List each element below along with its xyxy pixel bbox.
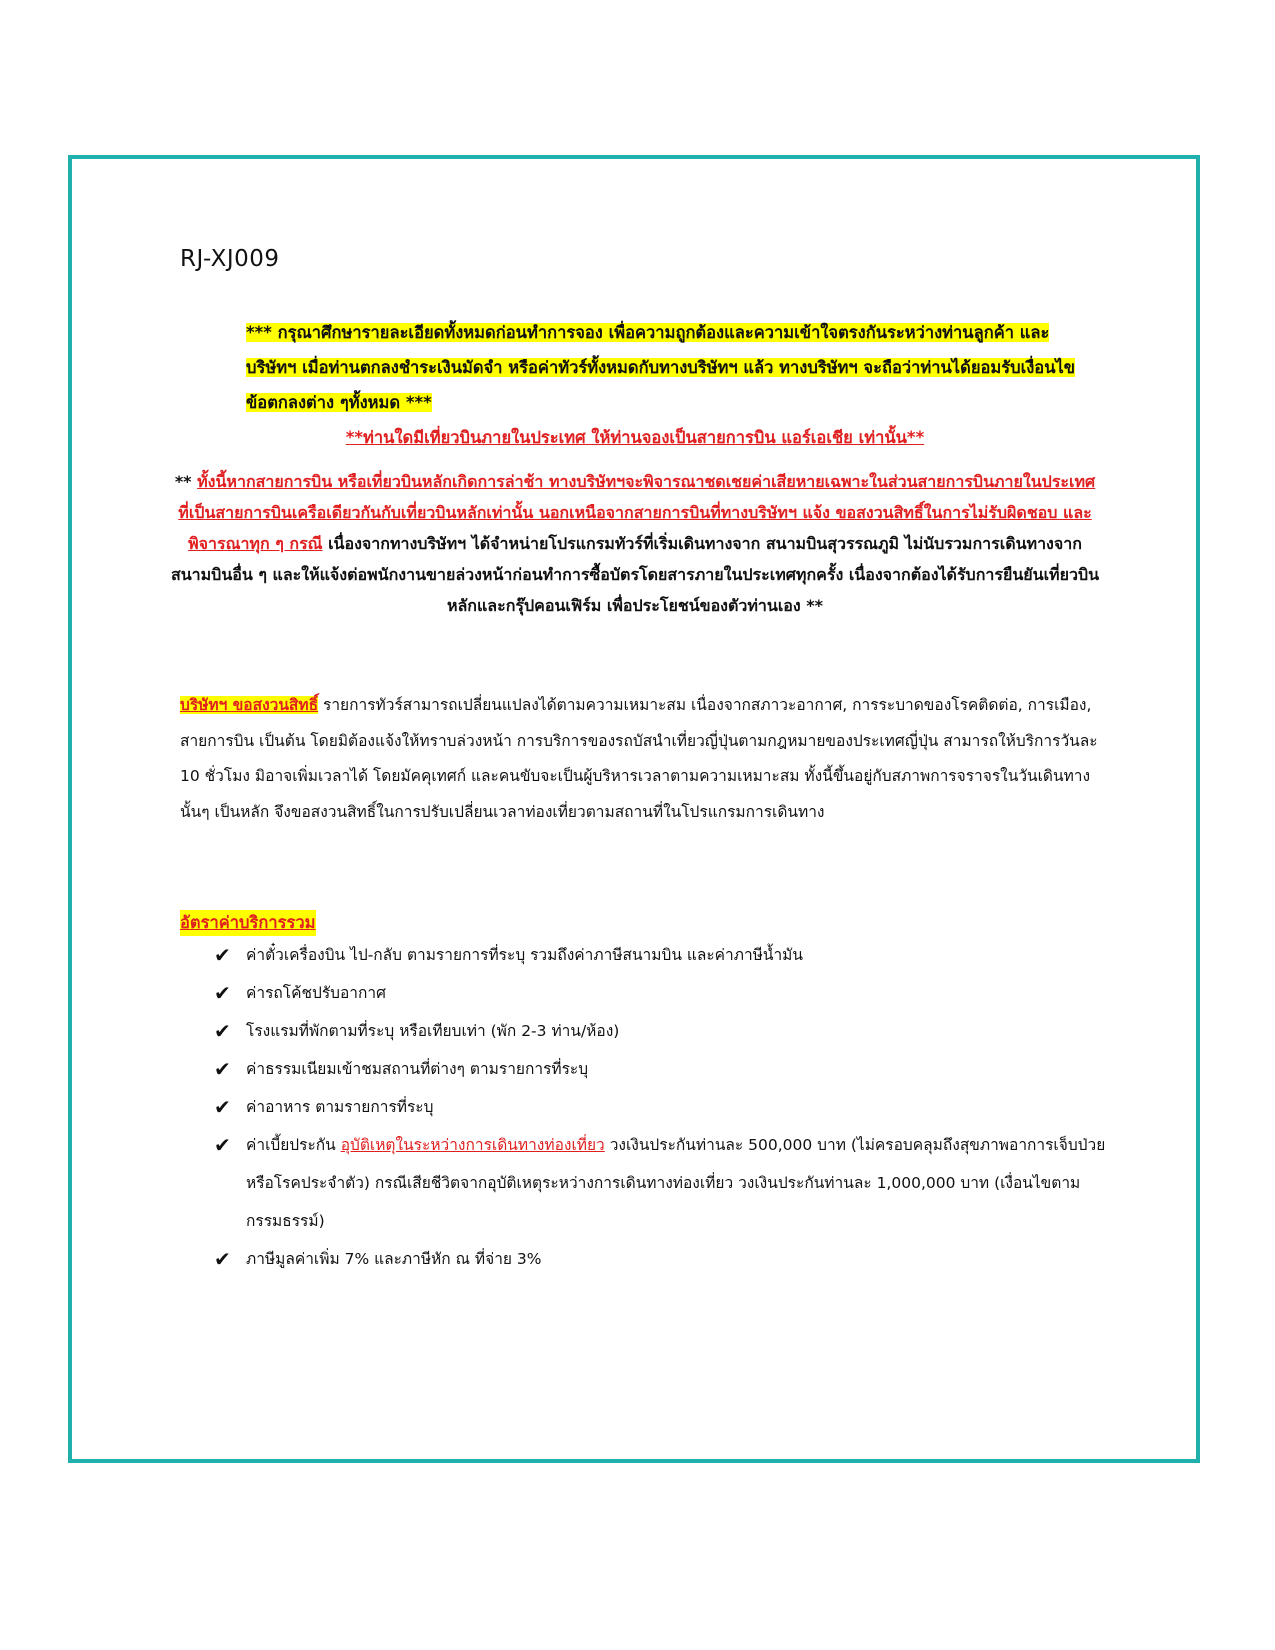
insurance-link[interactable]: อุบัติเหตุในระหว่างการเดินทางท่องเที่ยว <box>340 1136 605 1154</box>
domestic-flight-text: **ท่านใดมีเที่ยวบินภายในประเทศ ให้ท่านจองเป็นสายการบิน แอร์เอเชีย เท่านั้น** <box>345 428 925 447</box>
inclusion-text: โรงแรมที่พักตามที่ระบุ หรือเทียบเท่า (พัก 2-3 ท่าน/ห้อง) <box>246 1022 620 1040</box>
flight-delay-rest: เนื่องจากทางบริษัทฯ ได้จำหน่ายโปรแกรมทัวร์ที่เริ่มเดินทางจาก สนามบินสุวรรณภูมิ ไม่นับรวมการเดินทางจากสนามบินอื่น ๆ และให้แจ้งต่อพนักงานขายล่วงหน้าก่อนทำการซื้อบัตรโดยสารภายในประเทศทุกครั้ง เนื่องจากต้องได้รับการยืนยันเที่ยวบินหลักและกรุ๊ปคอนเฟิร์ม เพื่อประโยชน์ของตัวท่านเอง ** <box>170 534 1100 615</box>
inclusion-text: ค่าตั๋วเครื่องบิน ไป-กลับ ตามรายการที่ระบุ รวมถึงค่าภาษีสนามบิน และค่าภาษีน้ำมัน <box>246 946 803 964</box>
check-icon: ✔ <box>214 1019 231 1043</box>
inclusion-text <box>246 1126 1114 1240</box>
inclusion-text: ค่าอาหาร ตามรายการที่ระบุ <box>246 1098 434 1116</box>
reservation-rights-text: รายการทัวร์สามารถเปลี่ยนแปลงได้ตามความเหมาะสม เนื่องจากสภาวะอากาศ, การระบาดของโรคติดต่อ, การเมือง, สายการบิน เป็นต้น โดยมิต้องแจ้งให้ทราบล่วงหน้า การบริการของรถบัสนำเที่ยวญี่ปุ่นตามกฎหมายของประเทศญี่ปุ่น สามารถให้บริการวันละ 10 ชั่วโมง มิอาจเพิ่มเวลาได้ โดยมัคคุเทศก์ และคนขับจะเป็นผู้บริหารเวลาตามความเหมาะสม ทั้งนี้ขึ้นอยู่กับสภาพการจราจรในวันเดินทางนั้นๆ เป็นหลัก จึงขอสงวนสิทธิ์ในการปรับเปลี่ยนเวลาท่องเที่ยวตามสถานที่ในโปรแกรมการเดินทาง <box>180 696 1098 821</box>
list-item <box>214 1050 1114 1088</box>
inclusion-text: ภาษีมูลค่าเพิ่ม 7% และภาษีหัก ณ ที่จ่าย 3% <box>246 1250 542 1268</box>
list-item <box>214 974 1114 1012</box>
reservation-rights-label: บริษัทฯ ขอสงวนสิทธิ์ <box>180 696 319 714</box>
check-icon: ✔ <box>214 1247 231 1271</box>
inclusion-list <box>214 936 1114 1278</box>
flight-delay-prefix: ** <box>174 472 198 491</box>
insurance-post-text: วงเงินประกันท่านละ 500,000 บาท (ไม่ครอบคลุมถึงสุขภาพอาการเจ็บป่วย หรือโรคประจำตัว) กรณีเสียชีวิตจากอุบัติเหตุระหว่างการเดินทางท่องเที่ยว วงเงินประกันท่านละ 1,000,000 บาท (เงื่อนไขตามกรรมธรรม์) <box>246 1136 1106 1230</box>
booking-notice <box>246 315 1096 420</box>
reservation-rights-paragraph <box>180 688 1100 830</box>
domestic-flight-note <box>170 425 1100 451</box>
check-icon: ✔ <box>214 1095 231 1119</box>
insurance-pre-text: ค่าเบี้ยประกัน <box>246 1136 341 1154</box>
check-icon: ✔ <box>214 981 231 1005</box>
rate-included-title: อัตราค่าบริการรวม <box>180 910 316 936</box>
list-item <box>214 1126 1114 1240</box>
flight-delay-red-text: ทั้งนี้หากสายการบิน หรือเที่ยวบินหลักเกิดการล่าช้า ทางบริษัทฯจะพิจารณาชดเชยค่าเสียหายเฉพาะในส่วนสายการบินภายในประเทศที่เป็นสายการบินเครือเดียวกันกับเที่ยวบินหลักเท่านั้น นอกเหนือจากสายการบินที่ทางบริษัทฯ แจ้ง ขอสงวนสิทธิ์ในการไม่รับผิดชอบ และพิจารณาทุก ๆ กรณี <box>178 472 1096 553</box>
inclusion-text: ค่าธรรมเนียมเข้าชมสถานที่ต่างๆ ตามรายการที่ระบุ <box>246 1060 589 1078</box>
list-item <box>214 936 1114 974</box>
inclusion-text: ค่ารถโค้ชปรับอากาศ <box>246 984 386 1002</box>
check-icon: ✔ <box>214 943 231 967</box>
list-item <box>214 1088 1114 1126</box>
list-item <box>214 1240 1114 1278</box>
flight-delay-paragraph <box>170 466 1100 621</box>
check-icon: ✔ <box>214 1133 231 1157</box>
tour-code: RJ-XJ009 <box>180 246 280 272</box>
check-icon: ✔ <box>214 1057 231 1081</box>
booking-notice-text: *** กรุณาศึกษารายละเอียดทั้งหมดก่อนทำการจอง เพื่อความถูกต้องและความเข้าใจตรงกันระหว่างท่านลูกค้า และบริษัทฯ เมื่อท่านตกลงชำระเงินมัดจำ หรือค่าทัวร์ทั้งหมดกับทางบริษัทฯ แล้ว ทางบริษัทฯ จะถือว่าท่านได้ยอมรับเงื่อนไขข้อตกลงต่าง ๆทั้งหมด *** <box>246 323 1076 412</box>
list-item <box>214 1012 1114 1050</box>
